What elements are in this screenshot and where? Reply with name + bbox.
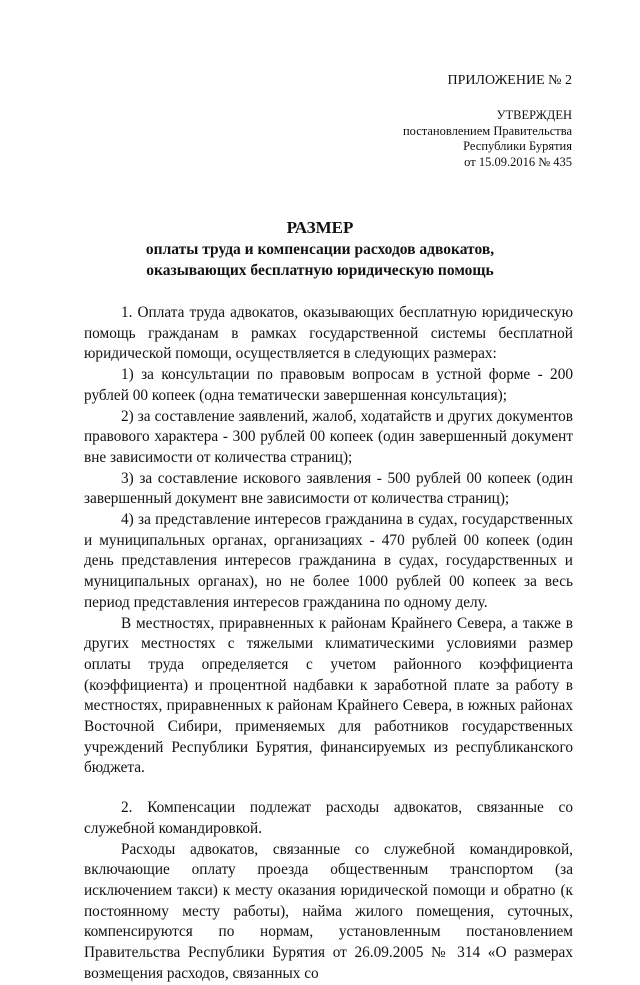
paragraph-1-intro: 1. Оплата труда адвокатов, оказывающих бесплатную юридическую помощь гражданам в рамках государственной системы бесплатной юридической помощи, осуществляется в следующих размерах:: [84, 304, 573, 363]
paragraph-travel-expenses: Расходы адвокатов, связанные со служебной командировкой, включающие оплату проезда общественным транспортом (за исключением такси) к месту оказания юридической помощи и обратно (к постоянному месту работы), найма жилого помещения, суточных, компенсируются по нормам, установленным постановлением Правительства Республики Бурятия от 26.09.2005 № 314 «О размерах возмещения расходов, связанных со: [84, 840, 573, 982]
resolution-label: постановлением Правительства: [402, 123, 572, 138]
appendix-label: ПРИЛОЖЕНИЕ № 2: [447, 73, 572, 88]
paragraph-item-3: 3) за составление искового заявления - 500 рублей 00 копеек (один завершенный документ вне зависимости от количества страниц);: [84, 469, 573, 508]
approval-block: [403, 72, 572, 170]
paragraph-item-1: 1) за консультации по правовым вопросам в устной форме - 200 рублей 00 копеек (одна тематически завершенная консультация);: [84, 366, 573, 404]
document-heading: [0, 217, 640, 281]
document-title: РАЗМЕР: [286, 218, 354, 237]
paragraph-item-4: 4) за представление интересов гражданина в судах, государственных и муниципальных органах, организациях - 470 рублей 00 копеек (один день представления интересов гражданина в судах, государственных и муниципальных органах), но не более 1000 рублей 00 копеек за весь период представления интересов гражданина по одному делу.: [84, 511, 573, 611]
document-subtitle-line-2: оказывающих бесплатную юридическую помощь: [146, 261, 494, 279]
document-subtitle-line-1: оплаты труда и компенсации расходов адвокатов,: [145, 241, 495, 258]
paragraph-2-compensation: 2. Компенсации подлежат расходы адвокатов, связанные со служебной командировкой.: [84, 799, 573, 837]
republic-label: Республики Бурятия: [463, 139, 572, 153]
approved-label: УТВЕРЖДЕН: [496, 108, 572, 122]
paragraph-item-2: 2) за составление заявлений, жалоб, ходатайств и других документов правового характера - 300 рублей 00 копеек (один завершенный документ вне зависимости от количества страниц);: [84, 407, 573, 466]
document-body: [84, 303, 573, 985]
paragraph-north-regions: В местностях, приравненных к районам Крайнего Севера, а также в других местностях с тяжелыми климатическими условиями размер оплаты труда определяется с учетом районного коэффициента (коэффициента) и процентной надбавки к заработной плате за работу в местностях, приравненных к районам Крайнего Севера, в южных районах Восточной Сибири, применяемых для работников государственных учреждений Республики Бурятия, финансируемых из республиканского бюджета.: [84, 614, 573, 777]
resolution-date-number: от 15.09.2016 № 435: [464, 154, 572, 169]
